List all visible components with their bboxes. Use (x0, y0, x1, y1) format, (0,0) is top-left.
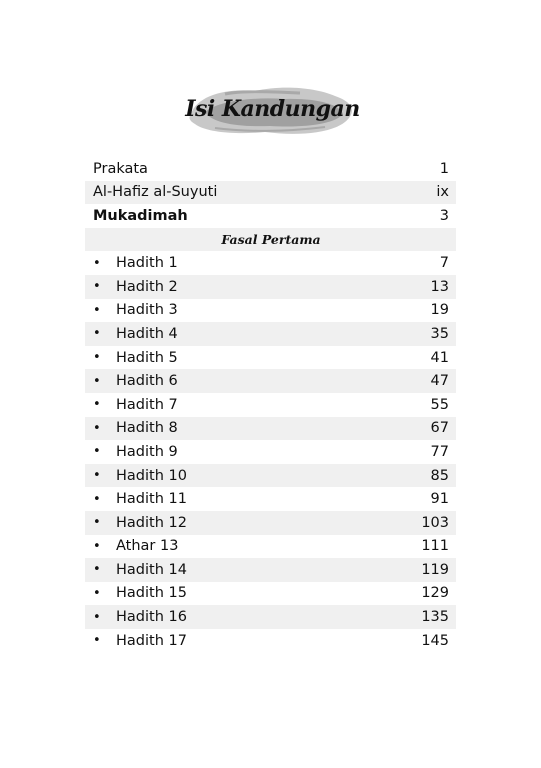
toc-label: Prakata (93, 160, 148, 177)
bullet-icon: • (93, 491, 101, 507)
bullet-icon: • (93, 585, 101, 601)
toc-entry-label: Athar 13 (116, 538, 179, 555)
toc-entry-page: 91 (430, 491, 449, 508)
toc-page-number: ix (436, 184, 449, 201)
toc-entry-label: Hadith 10 (116, 467, 187, 484)
toc-entry-label: Hadith 8 (116, 420, 178, 437)
toc-entry-label: Hadith 6 (116, 373, 178, 390)
bullet-icon: • (93, 562, 101, 578)
toc-entry-row (85, 251, 456, 275)
bullet-icon: • (93, 515, 101, 531)
bullet-icon: • (93, 633, 101, 649)
toc-entry-page: 55 (430, 396, 449, 413)
toc-entry-label: Hadith 3 (116, 302, 178, 319)
toc-entry-page: 47 (430, 373, 449, 390)
toc-entry-label: Hadith 2 (116, 278, 178, 295)
toc-entry-row (85, 322, 456, 346)
bullet-icon: • (93, 326, 101, 342)
bullet-icon: • (93, 373, 101, 389)
bullet-icon: • (93, 302, 101, 318)
toc-entry-label: Hadith 17 (116, 632, 187, 649)
toc-page-number: 3 (439, 207, 449, 224)
toc-entry-page: 145 (421, 632, 449, 649)
toc-entry-label: Hadith 9 (116, 443, 178, 460)
toc-entry-label: Hadith 15 (116, 585, 187, 602)
toc-entry-page: 41 (430, 349, 449, 366)
bullet-icon: • (93, 538, 101, 554)
toc-entry-label: Hadith 7 (116, 396, 178, 413)
toc-page-number: 1 (439, 160, 449, 177)
toc-entry-row (85, 275, 456, 299)
title-block (185, 82, 360, 140)
toc-entry-page: 67 (430, 420, 449, 437)
toc-entry-row (85, 511, 456, 535)
bullet-icon: • (93, 444, 101, 460)
toc-entry-row (85, 417, 456, 441)
entry-list (85, 251, 456, 652)
toc-label: Al-Hafiz al-Suyuti (93, 184, 218, 201)
toc-entry-page: 19 (430, 302, 449, 319)
bullet-icon: • (93, 420, 101, 436)
toc-row-biography (85, 181, 456, 205)
toc-entry-row (85, 440, 456, 464)
bullet-icon: • (93, 397, 101, 413)
toc-entry-label: Hadith 1 (116, 255, 178, 272)
toc-entry-page: 35 (430, 325, 449, 342)
table-of-contents (85, 157, 456, 652)
toc-entry-row (85, 393, 456, 417)
bullet-icon: • (93, 350, 101, 366)
toc-entry-row (85, 582, 456, 606)
toc-entry-row (85, 605, 456, 629)
toc-entry-row (85, 487, 456, 511)
bullet-icon: • (93, 468, 101, 484)
bullet-icon: • (93, 279, 101, 295)
toc-entry-page: 7 (439, 255, 449, 272)
toc-row-preface (85, 157, 456, 181)
toc-entry-row (85, 346, 456, 370)
toc-entry-label: Hadith 4 (116, 325, 178, 342)
toc-entry-page: 129 (421, 585, 449, 602)
toc-entry-page: 119 (421, 561, 449, 578)
toc-entry-label: Hadith 14 (116, 561, 187, 578)
bullet-icon: • (93, 609, 101, 625)
toc-entry-row (85, 629, 456, 653)
toc-entry-page: 85 (430, 467, 449, 484)
toc-entry-label: Hadith 11 (116, 491, 187, 508)
page-title: Isi Kandungan (185, 96, 360, 122)
toc-entry-label: Hadith 12 (116, 514, 187, 531)
toc-entry-page: 135 (421, 609, 449, 626)
toc-entry-label: Hadith 16 (116, 609, 187, 626)
bullet-icon: • (93, 255, 101, 271)
toc-entry-page: 111 (421, 538, 449, 555)
toc-entry-row (85, 558, 456, 582)
toc-entry-row (85, 369, 456, 393)
toc-entry-row (85, 464, 456, 488)
toc-entry-page: 103 (421, 514, 449, 531)
toc-entry-row (85, 299, 456, 323)
toc-label: Mukadimah (93, 207, 188, 224)
toc-entry-page: 77 (430, 443, 449, 460)
toc-entry-label: Hadith 5 (116, 349, 178, 366)
toc-row-introduction (85, 204, 456, 228)
toc-entry-row (85, 535, 456, 559)
toc-entry-page: 13 (430, 278, 449, 295)
section-heading: Fasal Pertama (85, 228, 456, 252)
